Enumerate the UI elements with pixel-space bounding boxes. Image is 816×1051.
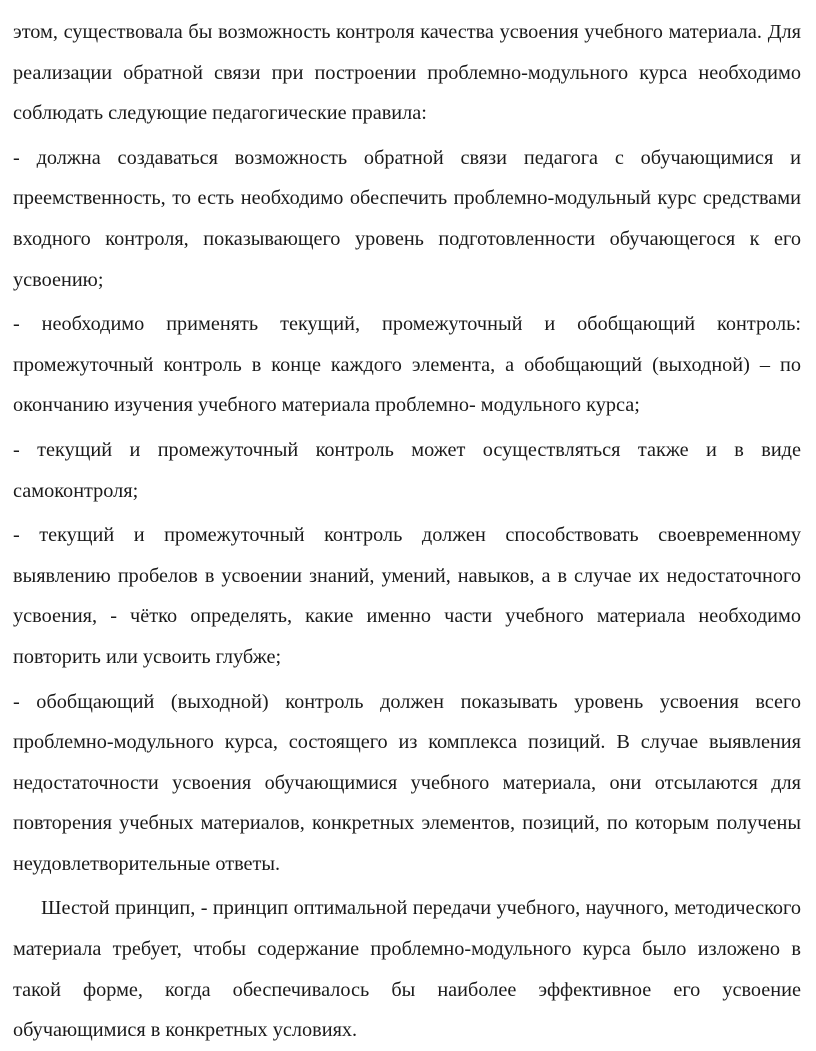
document-page [13,12,801,1051]
paragraph-rule-gaps: - текущий и промежуточный контроль должен способствовать своевременному выявлению пробелов в усвоении знаний, умений, навыков, а в случае их недостаточного усвоения, - чётко определять, какие именно части учебного материала необходимо повторить или усвоить глубже; [13,524,801,668]
paragraph-rule-control-types: - необходимо применять текущий, промежуточный и обобщающий контроль: промежуточный контроль в конце каждого элемента, а обобщающий (выходной) – по окончанию изучения учебного материала проблемно- модульного курса; [13,313,801,417]
paragraph-rule-feedback: - должна создаваться возможность обратной связи педагога с обучающимися и преемственность, то есть необходимо обеспечить проблемно-модульный курс средствами входного контроля, показывающего уровень подготовленности обучающегося к его усвоению; [13,146,801,291]
paragraph-intro: этом, существовала бы возможность контроля качества усвоения учебного материала. Для реализации обратной связи при построении проблемно-модульного курса необходимо соблюдать следующие педагогические правила: [13,21,801,125]
paragraph-rule-final-control: - обобщающий (выходной) контроль должен показывать уровень усвоения всего проблемно-модульного курса, состоящего из комплекса позиций. В случае выявления недостаточности усвоения обучающимися учебного материала, они отсылаются для повторения учебных материалов, конкретных элементов, позиций, по которым получены неудовлетворительные ответы. [13,690,801,875]
paragraph-rule-self-control: - текущий и промежуточный контроль может осуществляться также и в виде самоконтроля; [13,438,801,502]
paragraph-sixth-principle: Шестой принцип, - принцип оптимальной передачи учебного, научного, методического материала требует, чтобы содержание проблемно-модульного курса было изложено в такой форме, когда обеспечивалось бы наиболее эффективное его усвоение обучающимися в конкретных условиях. [13,897,801,1042]
